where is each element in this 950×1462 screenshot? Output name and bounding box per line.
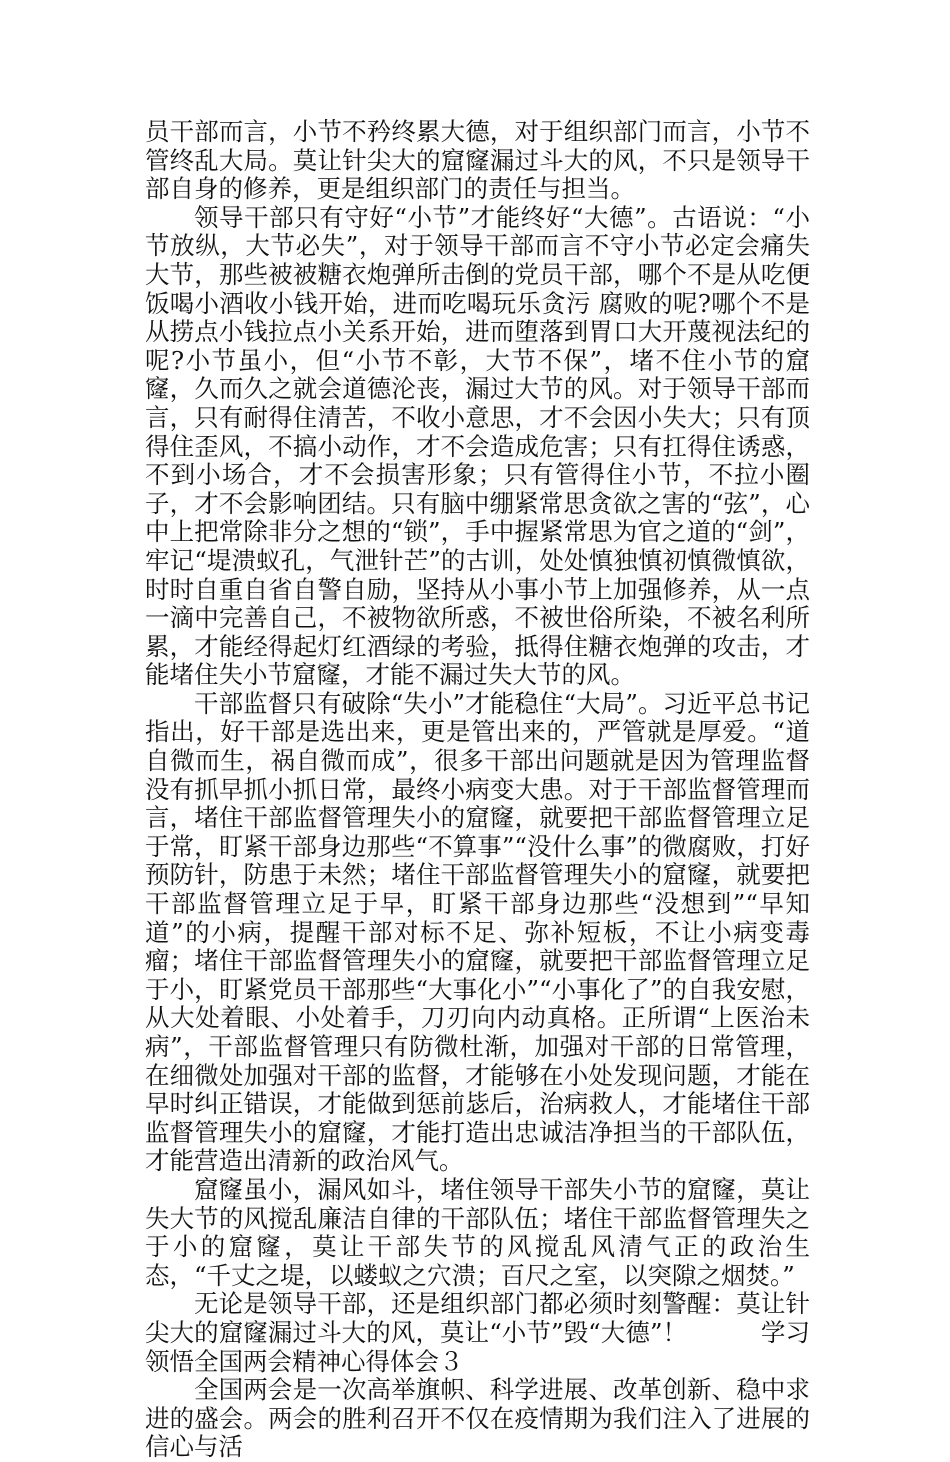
paragraph-3: 干部监督只有破除“失小”才能稳住“大局”。习近平总书记指出，好干部是选出来，更是管出来的，严管就是厚爱。“道自微而生，祸自微而成”，很多干部出问题就是因为管理监督没有抓早抓小抓日常，最终小病变大患。对于干部监督管理而言，堵住干部监督管理失小的窟窿，就要把干部监督管理立足于常，盯紧干部身边那些“不算事”“没什么事”的微腐败，打好预防针，防患于未然；堵住干部监督管理失小的窟窿，就要把干部监督管理立足于早，盯紧干部身边那些“没想到”“早知道”的小病，提醒干部对标不足、弥补短板，不让小病变毒瘤；堵住干部监督管理失小的窟窿，就要把干部监督管理立足于小，盯紧党员干部那些“大事化小”“小事化了”的自我安慰，从大处着眼、小处着手，刀刃向内动真格。正所谓“上医治未病”，干部监督管理只有防微杜渐，加强对干部的日常管理，在细微处加强对干部的监督，才能够在小处发现问题，才能在早时纠正错误，才能做到惩前毖后，治病救人，才能堵住干部监督管理失小的窟窿，才能打造出忠诚洁净担当的干部队伍，才能营造出清新的政治风气。 [145, 688, 810, 1176]
paragraph-5: 无论是领导干部，还是组织部门都必须时刻警醒：莫让针尖大的窟窿漏过斗大的风，莫让“小节”毁“大德”！ 学习领悟全国两会精神心得体会３ [145, 1289, 810, 1376]
paragraph-1: 员干部而言，小节不矜终累大德，对于组织部门而言，小节不管终乱大局。莫让针尖大的窟窿漏过斗大的风，不只是领导干部自身的修养，更是组织部门的责任与担当。 [145, 117, 810, 204]
paragraph-2: 领导干部只有守好“小节”才能终好“大德”。古语说：“小节放纵，大节必失”，对于领导干部而言不守小节必定会痛失大节，那些被被糖衣炮弹所击倒的党员干部，哪个不是从吃便饭喝小酒收小钱开始，进而吃喝玩乐贪污 腐败的呢?哪个不是从捞点小钱拉点小关系开始，进而堕落到胃口大开蔑视法纪的呢?小节虽小，但“小节不彰，大节不保”，堵不住小节的窟窿，久而久之就会道德沦丧，漏过大节的风。对于领导干部而言，只有耐得住清苦，不收小意思，才不会因小失大；只有顶得住歪风，不搞小动作，才不会造成危害；只有扛得住诱惑，不到小场合，才不会损害形象；只有管得住小节，不拉小圈子，才不会影响团结。只有脑中绷紧常思贪欲之害的“弦”，心中上把常除非分之想的“锁”，手中握紧常思为官之道的“剑”，牢记“堤溃蚁孔，气泄针芒”的古训，处处慎独慎初慎微慎欲，时时自重自省自警自励，坚持从小事小节上加强修养，从一点一滴中完善自己，不被物欲所惑，不被世俗所染，不被名利所累，才能经得起灯红酒绿的考验，抵得住糖衣炮弹的攻击，才能堵住失小节窟窿，才能不漏过失大节的风。 [145, 202, 810, 690]
paragraph-4: 窟窿虽小，漏风如斗，堵住领导干部失小节的窟窿，莫让失大节的风搅乱廉洁自律的干部队伍；堵住干部监督管理失之于小的窟窿，莫让干部失节的风搅乱风清气正的政治生态，“千丈之堤，以蝼蚁之穴溃；百尺之室，以突隙之烟焚。” [145, 1174, 810, 1290]
paragraph-6: 全国两会是一次高举旗帜、科学进展、改革创新、稳中求进的盛会。两会的胜利召开不仅在疫情期为我们注入了进展的信心与活 [145, 1375, 810, 1462]
document-body [145, 118, 810, 1462]
